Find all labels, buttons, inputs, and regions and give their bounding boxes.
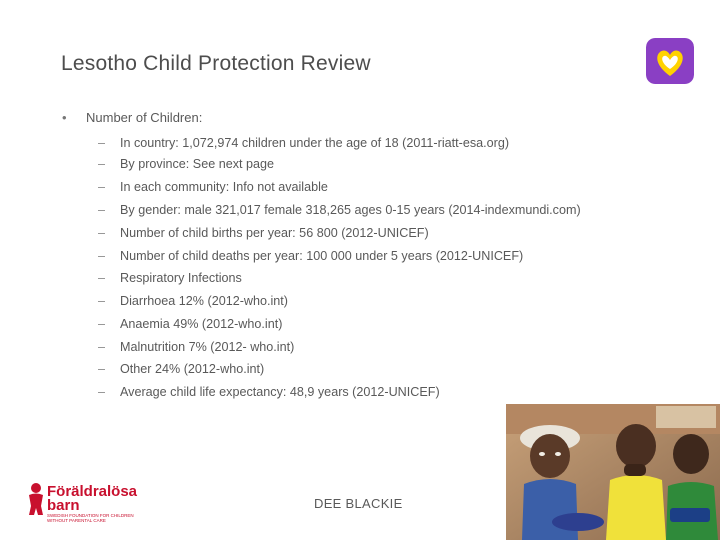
dash-icon: – — [98, 362, 106, 376]
list-item: – Other 24% (2012-who.int) — [98, 362, 265, 376]
dash-icon: – — [98, 249, 106, 263]
bullet-icon: • — [62, 110, 67, 125]
dash-icon: – — [98, 157, 106, 171]
list-item: – In country: 1,072,974 children under the age of 18 (2011-riatt-esa.org) — [98, 136, 510, 150]
heart-logo-icon — [646, 38, 694, 84]
list-item: – Number of child births per year: 56 800 (2012-UNICEF) — [98, 226, 429, 240]
dash-icon: – — [98, 203, 106, 217]
bullet-number-of-children — [62, 110, 202, 125]
list-item: – Diarrhoea 12% (2012-who.int) — [98, 294, 289, 308]
dash-icon: – — [98, 271, 106, 285]
bullet-text: Number of Children: — [86, 110, 203, 125]
dash-icon: – — [98, 226, 106, 240]
dash-icon: – — [98, 136, 106, 150]
children-photo — [506, 404, 720, 540]
list-item: – Respiratory Infections — [98, 271, 242, 285]
dash-icon: – — [98, 340, 106, 354]
dash-icon: – — [98, 294, 106, 308]
list-item: – Anaemia 49% (2012-who.int) — [98, 317, 283, 331]
list-item: – Average child life expectancy: 48,9 years (2012-UNICEF) — [98, 385, 440, 399]
list-item: – In each community: Info not available — [98, 180, 328, 194]
child-figure-icon — [26, 482, 46, 516]
brand-name-line1: Föräldralösa — [47, 483, 138, 500]
brand-tagline: SWEDISH FOUNDATION FOR CHILDREN WITHOUT PARENTAL CARE — [47, 513, 134, 523]
slide-title: Lesotho Child Protection Review — [61, 52, 371, 75]
footer-author: DEE BLACKIE — [314, 496, 403, 511]
list-item: – By province: See next page — [98, 157, 275, 171]
list-item: – By gender: male 321,017 female 318,265 ages 0-15 years (2014-indexmundi.com) — [98, 203, 581, 217]
dash-icon: – — [98, 385, 106, 399]
dash-icon: – — [98, 317, 106, 331]
dash-icon: – — [98, 180, 106, 194]
brand-name-line2: barn — [47, 497, 80, 514]
list-item: – Malnutrition 7% (2012- who.int) — [98, 340, 295, 354]
list-item: – Number of child deaths per year: 100 000 under 5 years (2012-UNICEF) — [98, 249, 524, 263]
